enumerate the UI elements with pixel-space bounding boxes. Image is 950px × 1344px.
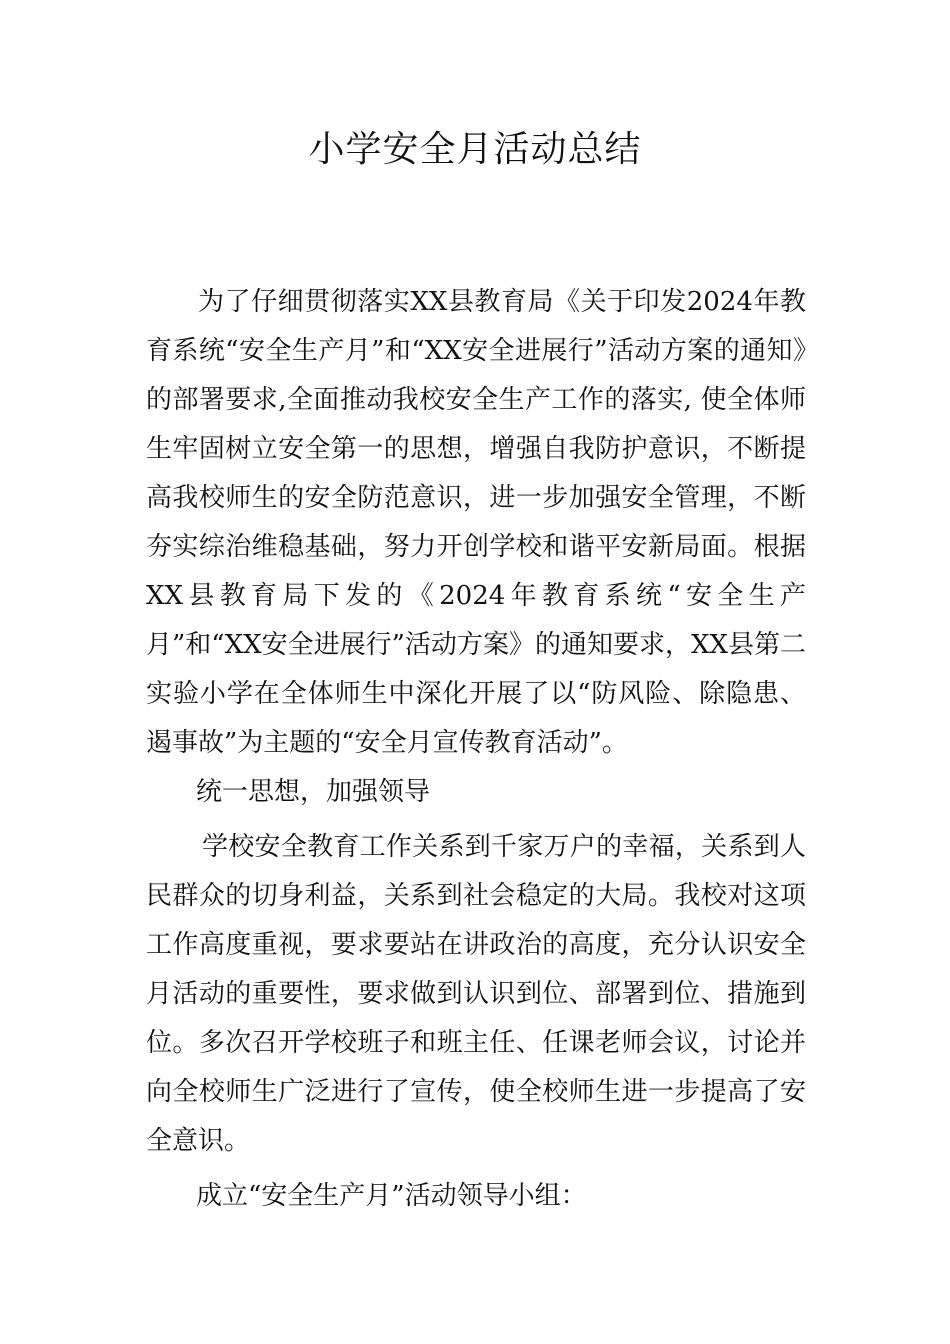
document-body: [146, 278, 806, 1221]
section-heading-unify-thinking: 统一思想，加强领导: [196, 777, 431, 807]
paragraph-intro: 为了仔细贯彻落实XX县教育局《关于印发2024年教育系统“安全生产月”和“XX安全进展行”活动方案的通知》的部署要求,全面推动我校安全生产工作的落实, 使全体师生牢固树立安全第一的思想，增强自我防护意识，不断提高我校师生的安全防范意识，进一步加强安全管理，不断夯实综治维稳基础，努力开创学校和谐平安新局面。根据XX县教育局下发的《2024年教育系统“安全生产月”和“XX安全进展行”活动方案》的通知要求，XX县第二实验小学在全体师生中深化开展了以“防风险、除隐患、遏事故”为主题的“安全月宣传教育活动”。: [146, 287, 806, 758]
document-title: 小学安全月活动总结: [308, 129, 642, 170]
section-heading-leadership-group: 成立“安全生产月”活动领导小组：: [196, 1181, 587, 1211]
paragraph-safety-education: 学校安全教育工作关系到千家万户的幸福，关系到人民群众的切身利益，关系到社会稳定的大局。我校对这项工作高度重视，要求要站在讲政治的高度，充分认识安全月活动的重要性，要求做到认识到位、部署到位、措施到位。多次召开学校班子和班主任、任课老师会议，讨论并向全校师生广泛进行了宣传，使全校师生进一步提高了安全意识。: [146, 832, 806, 1156]
